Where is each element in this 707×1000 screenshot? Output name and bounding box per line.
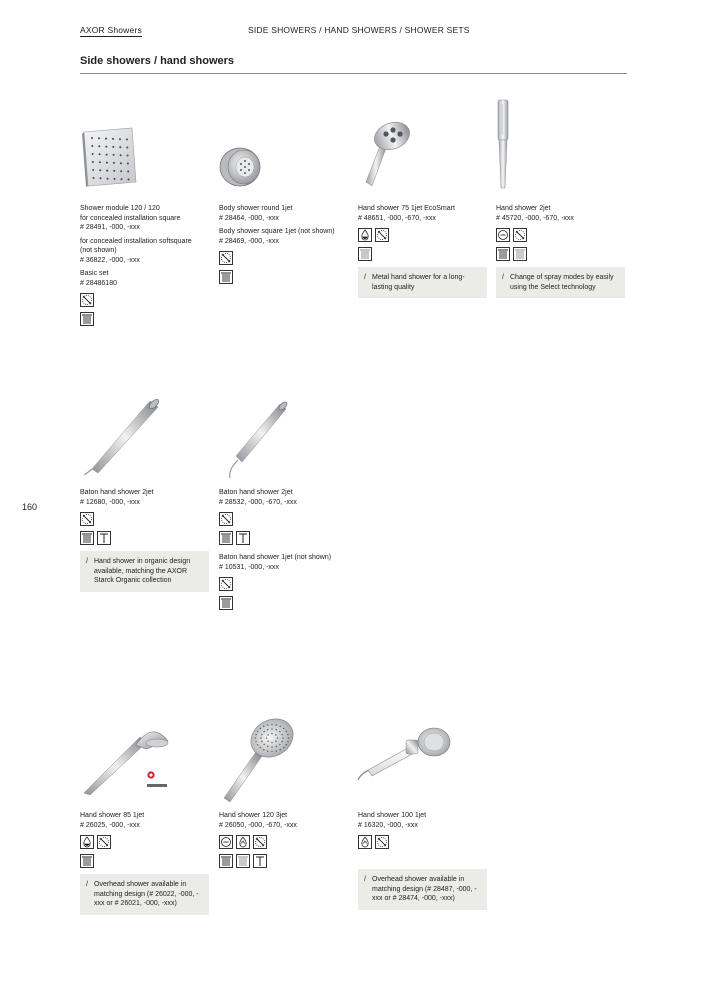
product-code: # 28469, -000, -xxx: [219, 237, 279, 245]
hose-connection-icon: [236, 854, 250, 868]
product-code: # 28532, -000, -670, -xxx: [219, 498, 297, 506]
hose-connection-icon: [358, 247, 372, 261]
product-name: Shower module 120 / 120: [80, 205, 160, 212]
product-code: # 10531, -000, -xxx: [219, 563, 279, 571]
product-variant: Body shower square 1jet (not shown): [219, 228, 335, 235]
water-drop-eco-icon: [358, 228, 372, 242]
product-code: # 28491, -000, -xxx: [80, 224, 140, 231]
product-code: # 16320, -000, -xxx: [358, 821, 418, 829]
no-limescale-spray-icon: [375, 835, 389, 849]
no-limescale-spray-icon: [253, 835, 267, 849]
product-name: Hand shower 85 1jet: [80, 812, 145, 819]
hand-shower-120-image: [220, 712, 300, 802]
no-limescale-spray-icon: [219, 577, 233, 591]
water-drop-eco-icon: [358, 835, 372, 849]
title-divider: [80, 73, 627, 74]
product-name: Body shower round 1jet: [219, 205, 293, 212]
product-name: Hand shower 100 1jet: [358, 812, 427, 819]
product-variant: Baton hand shower 1jet (not shown): [219, 554, 332, 561]
product-name: Baton hand shower 2jet: [219, 489, 293, 496]
product-hand-shower-75: [358, 204, 490, 298]
product-name: Hand shower 75 1jet EcoSmart: [358, 205, 455, 212]
no-limescale-spray-icon: [80, 293, 94, 307]
product-code: # 28464, -000, -xxx: [219, 214, 279, 222]
product-code: # 45720, -000, -670, -xxx: [496, 214, 574, 222]
product-body-shower-round: [219, 204, 351, 284]
product-hand-shower-100: [358, 811, 490, 910]
product-name: Baton hand shower 2jet: [80, 489, 154, 496]
product-name: Hand shower 120 3jet: [219, 812, 288, 819]
no-limescale-spray-icon: [80, 512, 94, 526]
product-code: # 48651, -000, -670, -xxx: [358, 214, 436, 222]
water-drop-eco-icon: [236, 835, 250, 849]
shower-holder-icon: [253, 854, 267, 868]
product-feature-note: / Overhead shower available in matching design (# 28487, -000, -xxx or # 28474, -000, -xxx): [358, 869, 487, 910]
hose-connection-icon: [80, 854, 94, 868]
hose-connection-icon: [496, 247, 510, 261]
body-shower-round-image: [218, 146, 266, 188]
no-limescale-spray-icon: [219, 512, 233, 526]
product-name: Hand shower 2jet: [496, 205, 551, 212]
shower-holder-icon: [97, 531, 111, 545]
page-number: 160: [22, 502, 38, 512]
product-hand-shower-120: [219, 811, 351, 868]
hose-connection-icon: [219, 270, 233, 284]
hose-connection-icon: [80, 312, 94, 326]
shower-module-image: [82, 126, 138, 188]
hose-connection-icon: [219, 531, 233, 545]
hose-connection-icon: [219, 596, 233, 610]
product-code: # 26025, -000, -xxx: [80, 821, 140, 829]
product-variant: Basic set: [80, 270, 109, 277]
product-code: # 36822, -000, -xxx: [80, 256, 140, 264]
product-hand-shower-2jet: [496, 204, 628, 298]
hand-shower-75-image: [356, 116, 412, 190]
no-limescale-spray-icon: [219, 251, 233, 265]
hand-shower-2jet-image: [494, 98, 516, 190]
product-feature-note: / Change of spray modes by easily using the Select technology: [496, 267, 625, 298]
hose-connection-icon: [219, 854, 233, 868]
baton-hand-shower-image: [84, 395, 164, 475]
product-feature-note: / Overhead shower available in matching design (# 26022, -000, -xxx or # 26021, -000, -xxx): [80, 874, 209, 915]
product-hand-shower-85: [80, 811, 212, 915]
product-shower-module: [80, 204, 212, 326]
select-button-icon: [219, 835, 233, 849]
product-code: # 12680, -000, -xxx: [80, 498, 140, 506]
product-feature-note: / Metal hand shower for a long-lasting quality: [358, 267, 487, 298]
product-feature-note: / Hand shower in organic design available, matching the AXOR Starck Organic collection: [80, 551, 209, 592]
product-baton-hand-shower: [80, 488, 212, 592]
product-code: # 28486180: [80, 279, 117, 287]
product-code: # 26050, -000, -670, -xxx: [219, 821, 297, 829]
baton-hand-shower-2-image: [222, 398, 292, 478]
no-limescale-spray-icon: [375, 228, 389, 242]
hose-connection-icon: [513, 247, 527, 261]
product-variant: for concealed installation square: [80, 214, 181, 222]
product-baton-hand-shower-2: [219, 488, 351, 610]
no-limescale-spray-icon: [513, 228, 527, 242]
section-title: Side showers / hand showers: [80, 55, 235, 67]
hose-connection-icon: [80, 531, 94, 545]
brand-header: AXOR Showers: [80, 25, 142, 35]
select-button-icon: [496, 228, 510, 242]
product-variant-note: (not shown): [80, 247, 117, 254]
award-logo-icon: [146, 770, 168, 792]
shower-holder-icon: [236, 531, 250, 545]
no-limescale-spray-icon: [97, 835, 111, 849]
water-drop-eco-icon: [80, 835, 94, 849]
section-header: SIDE SHOWERS / HAND SHOWERS / SHOWER SETS: [248, 25, 470, 35]
hand-shower-100-image: [356, 722, 452, 786]
product-variant: for concealed installation softsquare: [80, 237, 192, 245]
